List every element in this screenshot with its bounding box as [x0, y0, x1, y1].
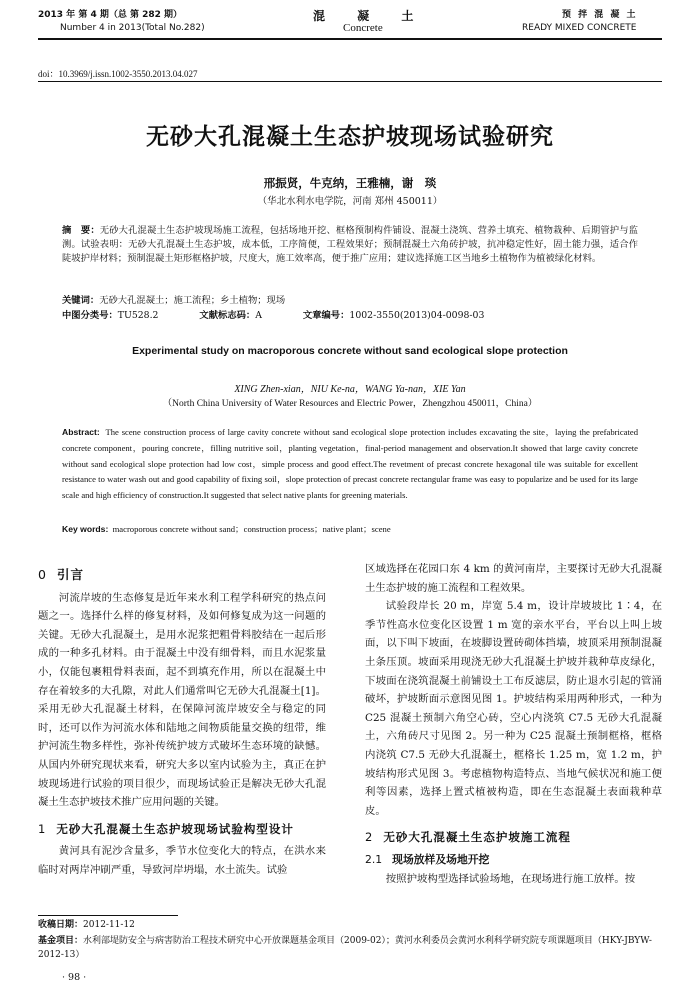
classification-row — [62, 309, 638, 323]
doi-rule — [38, 81, 662, 82]
issue-cn: 2013 年 第 4 期（总 第 282 期） — [38, 10, 183, 20]
abstract-cn-label: 摘 要： — [62, 225, 100, 236]
title-en: Experimental study on macroporous concrete without sand ecological slope protection — [132, 345, 568, 357]
authors-en: XING Zhen-xian，NIU Ke-na，WANG Ya-nan，XIE Yan — [234, 384, 466, 395]
section-1-paragraph: 黄河具有泥沙含量多，季节水位变化大的特点，在洪水来临时对两岸冲刷严重，导致河岸坍塌，水土流失。试验 — [38, 845, 326, 876]
section-2-number: 2 — [365, 830, 374, 845]
received-label: 收稿日期： — [38, 920, 84, 930]
issue-en: Number 4 in 2013(Total No.282) — [60, 23, 205, 33]
keywords-cn-label: 关键词： — [62, 295, 100, 306]
abstract-en-text: The scene construction process of large cavity concrete without sand ecological slope protection includes excavating the site，laying the prefabricated concrete component，pouring concrete，filling nutritive soil，planting vegetation，final-period management and observation.It showed that large cavity concrete without sand ecological slope protection had low cost，simple process and good effect.The revetment of precast concrete hexagonal tile was suitable for excellent resistance to water wash out and good capability of fixing soil，slope protection of precast concrete rectangular frame was easy to popularize and be used for its large scale and high efficiency of construction.It suggested that select native plants for greening materials. — [62, 427, 639, 501]
doc-code-value: A — [255, 310, 262, 321]
right-paragraph-3: 按照护坡构型选择试验场地，在现场进行施工放样。按 — [385, 872, 636, 885]
right-column — [365, 560, 662, 888]
article-no-label: 文章编号： — [302, 310, 350, 321]
abstract-cn — [62, 224, 638, 267]
abstract-en-label: Abstract: — [62, 427, 100, 437]
column-en: READY MIXED CONCRETE — [522, 23, 637, 33]
affiliation-en: （North China University of Water Resources and Electric Power，Zhengzhou 450011，China） — [162, 399, 538, 409]
subsection-2-1-number: 2.1 — [365, 852, 383, 866]
keywords-cn-text: 无砂大孔混凝土；施工流程；乡土植物；现场 — [99, 295, 286, 306]
received-date: 2012-11-12 — [83, 920, 135, 930]
fund-text: 水利部堤防安全与病害防治工程技术研究中心开放课题基金项目（2009-02）；黄河水利委员会黄河水利科学研究院专项课题项目（HKY-JBYW-2012-13） — [38, 936, 652, 960]
journal-cn: 混 凝 土 — [313, 9, 428, 23]
clc-label: 中图分类号： — [62, 310, 118, 321]
page-number: · 98 · — [62, 972, 87, 983]
subsection-2-1-title: 现场放样及场地开挖 — [392, 852, 490, 866]
section-2-heading — [365, 828, 662, 847]
keywords-en-label: Key words: — [62, 524, 109, 534]
intro-paragraph: 河流岸坡的生态修复是近年来水利工程学科研究的热点问题之一。选择什么样的修复材料，及如何修复成为这一问题的关键。无砂大孔混凝土，是用水泥浆把粗骨料胶结在一起后形成的一种多孔材料。由于混凝土中没有细骨料，而且水泥浆量小，仅能包裹粗骨料表面，起不到填充作用，所以在混凝土中存在着较多的大孔隙，对此人们通常叫它无砂大孔混凝土[1]。采用无砂大孔混凝土材料，在保障河流岸坡安全与稳定的同时，还可以作为河流水体和陆地之间物质能量交换的纽带，维护河流生物多样性，弥补传统护坡方式破坏生态环境的缺憾。从国内外研究现状来看，研究大多以室内试验为主，真正在护坡现场进行试验的项目很少，而现场试验正是解决无砂大孔混凝土生态护坡技术推广应用问题的关键。 — [38, 591, 326, 809]
article-no-value: 1002-3550(2013)04-0098-03 — [349, 310, 485, 321]
left-column — [38, 560, 326, 880]
affiliation-cn: （华北水利水电学院，河南 郑州 450011） — [257, 196, 443, 207]
right-paragraph-1: 区域选择在花园口东 4 km 的黄河南岸，主要探讨无砂大孔混凝土生态护坡的施工流程和工程效果。 — [365, 563, 662, 594]
footnote-rule — [38, 915, 178, 916]
abstract-cn-text: 无砂大孔混凝土生态护坡现场施工流程，包括场地开挖、框格预制构件铺设、混凝土浇筑、营养土填充、植物栽种、后期管护与监测。试验表明：无砂大孔混凝土生态护坡，成本低，工序简便，工程效果好；预制混凝土六角砖护坡，抗冲稳定性好，固土能力强，适合作陡坡护岸材料；预制混凝土矩形框格护坡，尺度大，施工效率高，便于推广应用；建议选择施工区当地乡土植物作为植被绿化材料。 — [62, 225, 638, 265]
keywords-en-text: macroporous concrete without sand；construction process；native plant；scene — [112, 524, 391, 534]
keywords-cn — [62, 294, 638, 308]
doc-code-label: 文献标志码： — [199, 310, 256, 321]
fund-label: 基金项目： — [38, 936, 84, 946]
section-0-heading — [38, 566, 326, 585]
header-rule — [38, 38, 662, 40]
section-1-title: 无砂大孔混凝土生态护坡现场试验构型设计 — [56, 821, 294, 836]
title-cn: 无砂大孔混凝土生态护坡现场试验研究 — [146, 124, 554, 150]
section-0-number: 0 — [38, 567, 47, 582]
section-1-heading — [38, 820, 326, 839]
journal-en: Concrete — [343, 22, 383, 34]
right-paragraph-2: 试验段岸长 20 m，岸宽 5.4 m，设计岸坡坡比 1∶4，在季节性高水位变化区设置 1 m 宽的亲水平台，平台以上叫上坡面，以下叫下坡面，在坡脚设置砖砌体挡墙，坡顶采用预制混凝土条压顶。坡面采用现浇无砂大孔混凝土护坡并栽种草皮绿化，下坡面在浇筑混凝土前铺设土工布反滤层，防止退水引起的管涌破坏，护坡断面示意图见图 1。护坡结构采用两种形式，一种为 C25 混凝土预制六角空心砖，空心内浇筑 C7.5 无砂大孔混凝土，六角砖尺寸见图 2。另一种为 C25 混凝土预制框格，框格内浇筑 C7.5 无砂大孔混凝土，框格长 1.25 m，宽 1.2 m，护坡结构形式见图 3。考虑植物构造特点、当地气候状况和施工便利等因素，选择上置式植被构造，即在生态混凝土表面栽种草皮。 — [365, 600, 662, 817]
authors-cn: 邢振贤，牛克纳，王雅楠，谢 琰 — [263, 176, 437, 190]
section-2-title: 无砂大孔混凝土生态护坡施工流程 — [383, 830, 571, 845]
clc-value: TU528.2 — [117, 310, 159, 321]
section-0-title: 引言 — [56, 567, 84, 582]
footnote-received — [38, 918, 662, 932]
abstract-en — [62, 425, 638, 504]
section-1-number: 1 — [38, 821, 47, 836]
footnote-fund — [38, 934, 662, 962]
keywords-en — [62, 522, 638, 538]
column-cn: 预 拌 混 凝 土 — [562, 10, 638, 20]
subsection-2-1-heading — [365, 851, 662, 870]
doi: doi：10.3969/j.issn.1002-3550.2013.04.027 — [38, 69, 198, 79]
